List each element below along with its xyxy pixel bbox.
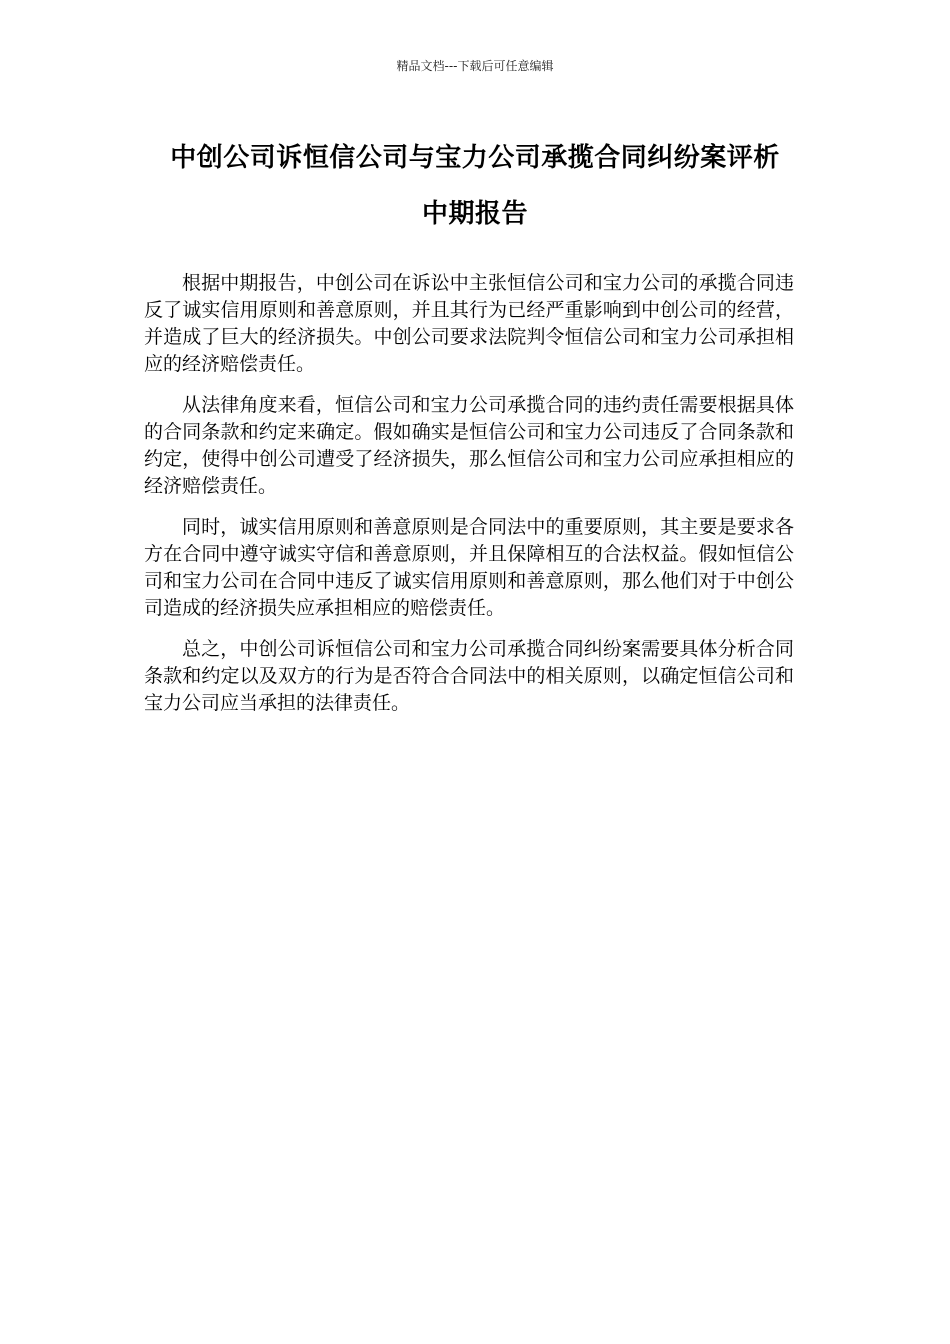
title-line-2: 中期报告 [421, 199, 528, 229]
paragraph-1: 根据中期报告，中创公司在诉讼中主张恒信公司和宝力公司的承揽合同违反了诚实信用原则和善意原则，并且其行为已经严重影响到中创公司的经营，并造成了巨大的经济损失。中创公司要求法院判令恒信公司和宝力公司承担相应的经济赔偿责任。 [144, 272, 794, 375]
header-note: 精品文档---下载后可任意编辑 [396, 59, 554, 73]
document-body [144, 270, 794, 731]
paragraph-4: 总之，中创公司诉恒信公司和宝力公司承揽合同纠纷案需要具体分析合同条款和约定以及双方的行为是否符合合同法中的相关原则，以确定恒信公司和宝力公司应当承担的法律责任。 [144, 638, 794, 714]
document-title [140, 130, 810, 242]
paragraph-3: 同时，诚实信用原则和善意原则是合同法中的重要原则，其主要是要求各方在合同中遵守诚实守信和善意原则，并且保障相互的合法权益。假如恒信公司和宝力公司在合同中违反了诚实信用原则和善意原则，那么他们对于中创公司造成的经济损失应承担相应的赔偿责任。 [144, 516, 794, 619]
title-line-1: 中创公司诉恒信公司与宝力公司承揽合同纠纷案评析 [170, 143, 780, 173]
paragraph-2: 从法律角度来看，恒信公司和宝力公司承揽合同的违约责任需要根据具体的合同条款和约定来确定。假如确实是恒信公司和宝力公司违反了合同条款和约定，使得中创公司遭受了经济损失，那么恒信公司和宝力公司应承担相应的经济赔偿责任。 [144, 394, 794, 497]
